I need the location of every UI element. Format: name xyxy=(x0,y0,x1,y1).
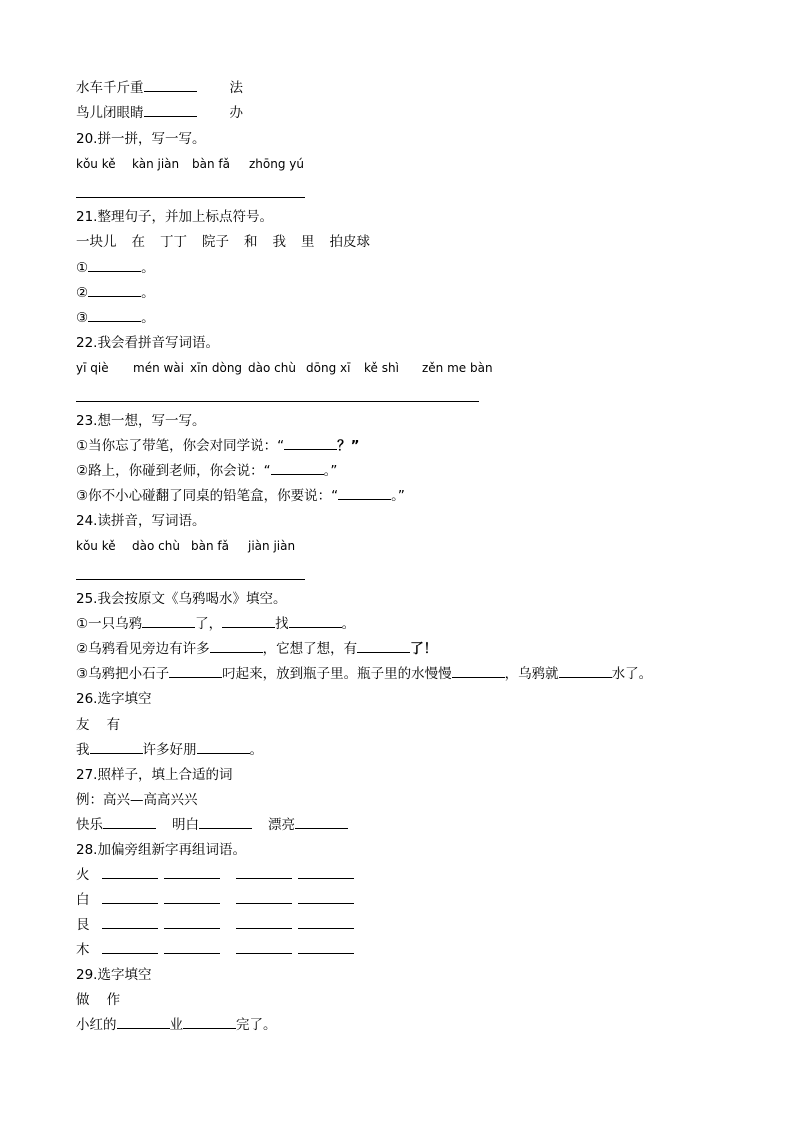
period: 。 xyxy=(141,310,155,326)
answer-blank[interactable] xyxy=(298,864,354,879)
pinyin: jiàn jiàn xyxy=(248,539,296,553)
answer-blank[interactable] xyxy=(144,77,197,92)
q28-row xyxy=(76,939,354,961)
word-tile: 里 xyxy=(301,234,315,250)
q29-sentence xyxy=(76,1014,277,1036)
q24-pinyin-row xyxy=(76,535,308,557)
q21-words xyxy=(76,231,370,253)
answer-blank[interactable] xyxy=(199,814,252,829)
q19-line1 xyxy=(76,77,243,99)
answer-line[interactable] xyxy=(424,401,479,402)
q20-pinyin-row xyxy=(76,153,309,175)
answer-blank[interactable] xyxy=(236,889,292,904)
q21-item-2 xyxy=(76,282,155,304)
answer-blank[interactable] xyxy=(102,914,158,929)
q27-title: 27.照样子，填上合适的词 xyxy=(76,767,233,783)
q25-text: ，它想了想，有 xyxy=(262,641,358,657)
q29-title: 29.选字填空 xyxy=(76,967,152,983)
answer-blank[interactable] xyxy=(102,889,158,904)
pinyin: bàn fǎ xyxy=(192,157,230,171)
pinyin: dào chù xyxy=(248,361,296,375)
q28-row xyxy=(76,864,354,886)
q26-title: 26.选字填空 xyxy=(76,691,152,707)
word-tile: 拍皮球 xyxy=(329,234,370,250)
q23-item1-end: ？” xyxy=(337,438,360,454)
word-tile: 一块儿 xyxy=(76,234,117,250)
answer-line[interactable] xyxy=(192,197,247,198)
q19-line2-text: 鸟儿闭眼睛 xyxy=(76,105,144,121)
q26-sentence xyxy=(76,739,263,761)
q20-answer-lines xyxy=(76,197,305,198)
q23-item3-end: 。” xyxy=(391,488,405,504)
q25-text: 叼起来，放到瓶子里。瓶子里的水慢慢 xyxy=(222,666,452,682)
q25-item-3 xyxy=(76,663,652,685)
answer-blank[interactable] xyxy=(142,613,195,628)
q19-line1-option: 法 xyxy=(229,80,243,96)
q25-text: 。 xyxy=(341,616,356,632)
q19-line1-text: 水车千斤重 xyxy=(76,80,144,96)
word-tile: 和 xyxy=(244,234,258,250)
q25-text: 了， xyxy=(195,616,223,632)
answer-blank[interactable] xyxy=(197,739,250,754)
q21-item-3 xyxy=(76,307,155,329)
q28-char: 白 xyxy=(76,892,90,908)
q26-text: 我 xyxy=(76,742,90,758)
q22-title: 22.我会看拼音写词语。 xyxy=(76,335,219,351)
q20-title: 20.拼一拼，写一写。 xyxy=(76,131,206,147)
answer-blank[interactable] xyxy=(103,814,156,829)
answer-blank[interactable] xyxy=(144,102,197,117)
answer-line[interactable] xyxy=(76,579,131,580)
q22-answer-lines xyxy=(76,401,479,402)
answer-blank[interactable] xyxy=(90,739,143,754)
answer-blank[interactable] xyxy=(102,939,158,954)
q23-title: 23.想一想，写一写。 xyxy=(76,413,206,429)
answer-line[interactable] xyxy=(250,197,305,198)
word-tile: 院子 xyxy=(202,234,229,250)
q29-text: 业 xyxy=(169,1017,183,1033)
q26-text: 。 xyxy=(249,742,263,758)
answer-blank[interactable] xyxy=(164,889,220,904)
answer-line[interactable] xyxy=(250,401,305,402)
q28-row xyxy=(76,914,354,936)
pinyin: bàn fǎ xyxy=(191,539,229,553)
answer-blank[interactable] xyxy=(289,613,342,628)
answer-blank[interactable] xyxy=(210,638,263,653)
q27-example: 例：高兴—高高兴兴 xyxy=(76,792,198,808)
q27-items xyxy=(76,814,348,836)
pinyin: dōng xī xyxy=(306,361,351,375)
q21-title: 21.整理句子，并加上标点符号。 xyxy=(76,209,273,225)
q29-text: 完了。 xyxy=(236,1017,277,1033)
period: 。 xyxy=(141,260,155,276)
answer-blank[interactable] xyxy=(236,864,292,879)
answer-line[interactable] xyxy=(76,197,131,198)
word-tile: 在 xyxy=(131,234,145,250)
pinyin: xīn dòng xyxy=(190,361,243,375)
q26-options: 友 有 xyxy=(76,717,121,733)
q23-item-1 xyxy=(76,435,359,457)
answer-blank[interactable] xyxy=(88,257,141,272)
answer-blank[interactable] xyxy=(222,613,275,628)
word-tile: 我 xyxy=(272,234,286,250)
q26-text: 许多好朋 xyxy=(142,742,197,758)
answer-line[interactable] xyxy=(134,579,189,580)
item-marker: ① xyxy=(76,260,89,276)
q25-text: 水了。 xyxy=(611,666,653,682)
q24-title: 24.读拼音，写词语。 xyxy=(76,513,206,529)
answer-line[interactable] xyxy=(192,579,247,580)
q25-item-2 xyxy=(76,638,437,660)
q23-item1-text: ①当你忘了带笔，你会对同学说：“ xyxy=(76,438,285,454)
pinyin: zěn me bàn xyxy=(422,361,493,375)
answer-blank[interactable] xyxy=(164,914,220,929)
pinyin: dào chù xyxy=(132,539,180,553)
q23-item3-text: ③你不小心碰翻了同桌的铅笔盒，你要说：“ xyxy=(76,488,339,504)
q22-pinyin-row xyxy=(76,357,492,379)
q25-text: ，乌鸦就 xyxy=(504,666,559,682)
q19-line2 xyxy=(76,102,243,124)
pinyin: kě shì xyxy=(364,361,399,375)
answer-blank[interactable] xyxy=(298,914,354,929)
q21-item-1 xyxy=(76,257,155,279)
answer-blank[interactable] xyxy=(295,814,348,829)
pinyin: zhōng yú xyxy=(249,157,304,171)
pinyin: kǒu kě xyxy=(76,157,116,171)
answer-line[interactable] xyxy=(366,401,421,402)
q27-word: 漂亮 xyxy=(268,817,295,833)
answer-blank[interactable] xyxy=(117,1014,170,1029)
answer-blank[interactable] xyxy=(236,939,292,954)
answer-line[interactable] xyxy=(250,579,305,580)
q25-text: 了！ xyxy=(410,641,438,657)
answer-blank[interactable] xyxy=(88,307,141,322)
answer-blank[interactable] xyxy=(271,460,324,475)
pinyin: mén wài xyxy=(133,361,184,375)
answer-blank[interactable] xyxy=(559,663,612,678)
q25-title: 25.我会按原文《乌鸦喝水》填空。 xyxy=(76,591,287,607)
answer-blank[interactable] xyxy=(169,663,222,678)
q25-item-1 xyxy=(76,613,355,635)
answer-blank[interactable] xyxy=(164,864,220,879)
word-tile: 丁丁 xyxy=(160,234,187,250)
q24-answer-lines xyxy=(76,579,305,580)
q28-char: 艮 xyxy=(76,917,90,933)
pinyin: yī qiè xyxy=(76,361,109,375)
item-marker: ③ xyxy=(76,310,89,326)
q29-text: 小红的 xyxy=(76,1017,117,1033)
q28-title: 28.加偏旁组新字再组词语。 xyxy=(76,842,246,858)
q23-item-3 xyxy=(76,485,405,507)
answer-blank[interactable] xyxy=(452,663,505,678)
answer-blank[interactable] xyxy=(338,485,391,500)
answer-blank[interactable] xyxy=(236,914,292,929)
answer-blank[interactable] xyxy=(284,435,337,450)
answer-line[interactable] xyxy=(134,197,189,198)
period: 。 xyxy=(141,285,155,301)
q25-text: ②乌鸦看见旁边有许多 xyxy=(76,641,210,657)
q28-row xyxy=(76,889,354,911)
answer-blank[interactable] xyxy=(298,889,354,904)
answer-line[interactable] xyxy=(192,401,247,402)
answer-line[interactable] xyxy=(308,401,363,402)
answer-blank[interactable] xyxy=(298,939,354,954)
answer-blank[interactable] xyxy=(164,939,220,954)
q23-item-2 xyxy=(76,460,337,482)
pinyin: kàn jiàn xyxy=(132,157,180,171)
q23-item2-end: 。” xyxy=(323,463,338,479)
answer-blank[interactable] xyxy=(183,1014,236,1029)
pinyin: kǒu kě xyxy=(76,539,116,553)
q28-char: 木 xyxy=(76,942,90,958)
q27-word: 快乐 xyxy=(76,817,103,833)
q28-char: 火 xyxy=(76,867,90,883)
q25-text: ①一只乌鸦 xyxy=(76,616,143,632)
answer-blank[interactable] xyxy=(88,282,141,297)
answer-blank[interactable] xyxy=(357,638,410,653)
item-marker: ② xyxy=(76,285,89,301)
answer-blank[interactable] xyxy=(102,864,158,879)
q27-word: 明白 xyxy=(172,817,199,833)
q19-line2-option: 办 xyxy=(229,105,243,121)
answer-line[interactable] xyxy=(134,401,189,402)
q23-item2-text: ②路上，你碰到老师，你会说：“ xyxy=(76,463,271,479)
q25-text: 找 xyxy=(275,616,289,632)
q29-options: 做 作 xyxy=(76,992,121,1008)
q25-text: ③乌鸦把小石子 xyxy=(76,666,170,682)
answer-line[interactable] xyxy=(76,401,131,402)
